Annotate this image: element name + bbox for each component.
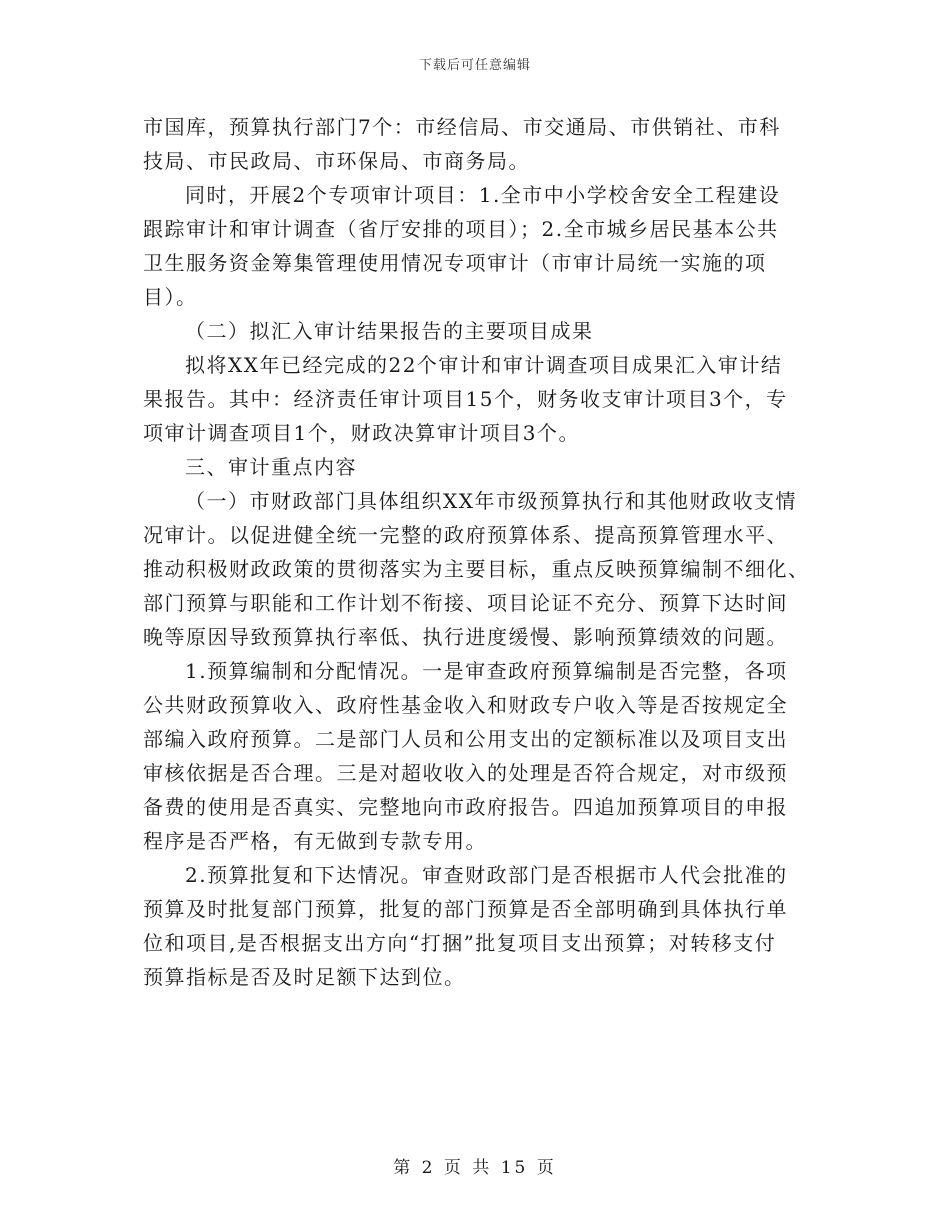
paragraph-start: 1.预算编制和分配情况。一是审查政府预算编制是否完整，各项	[185, 659, 788, 683]
text-line: 跟踪审计和审计调查（省厅安排的项目）；2.全市城乡居民基本公共	[143, 217, 779, 241]
document-body	[143, 110, 810, 994]
text-line: 推动积极财政政策的贯彻落实为主要目标，重点反映预算编制不细化、	[143, 557, 810, 581]
paragraph-start: 2.预算批复和下达情况。审查财政部门是否根据市人代会批准的	[185, 863, 788, 887]
section-heading: 三、审计重点内容	[185, 455, 357, 479]
text-line: 部门预算与职能和工作计划不衔接、项目论证不充分、预算下达时间	[143, 591, 788, 615]
text-line: 预算指标是否及时足额下达到位。	[143, 965, 466, 989]
text-line: 预算及时批复部门预算，批复的部门预算是否全部明确到具体执行单	[143, 897, 788, 921]
text-line: 市国库，预算执行部门7个：市经信局、市交通局、市供销社、市科	[143, 115, 781, 139]
text-line: 程序是否严格，有无做到专款专用。	[143, 829, 487, 853]
paragraph-start: 拟将XX年已经完成的22个审计和审计调查项目成果汇入审计结	[185, 353, 783, 377]
text-line: 位和项目,是否根据支出方向“打捆”批复项目支出预算；对转移支付	[143, 931, 777, 955]
paragraph-start: 同时，开展2个专项审计项目：1.全市中小学校舍安全工程建设	[185, 183, 781, 207]
text-line: 部编入政府预算。二是部门人员和公用支出的定额标准以及项目支出	[143, 727, 788, 751]
text-line: 目）。	[143, 285, 198, 309]
paragraph-start: （一）市财政部门具体组织XX年市级预算执行和其他财政收支情	[185, 489, 797, 513]
text-line: 晚等原因导致预算执行率低、执行进度缓慢、影响预算绩效的问题。	[143, 625, 788, 649]
text-line: 审核依据是否合理。三是对超收收入的处理是否符合规定，对市级预	[143, 761, 788, 785]
text-line: 备费的使用是否真实、完整地向市政府报告。四追加预算项目的申报	[143, 795, 788, 819]
page-header: 下载后可任意编辑	[418, 58, 531, 73]
text-line: 项审计调查项目1个，财政决算审计项目3个。	[143, 421, 580, 445]
text-line: 果报告。其中：经济责任审计项目15个，财务收支审计项目3个，专	[143, 387, 788, 411]
text-line: 技局、市民政局、市环保局、市商务局。	[143, 149, 530, 173]
text-line: 况审计。以促进健全统一完整的政府预算体系、提高预算管理水平、	[143, 523, 788, 547]
text-line: 卫生服务资金筹集管理使用情况专项审计（市审计局统一实施的项	[143, 251, 767, 275]
page-number: 第 2 页 共 15 页	[393, 1158, 557, 1178]
text-line: 公共财政预算收入、政府性基金收入和财政专户收入等是否按规定全	[143, 693, 788, 717]
section-heading: （二）拟汇入审计结果报告的主要项目成果	[185, 319, 594, 343]
